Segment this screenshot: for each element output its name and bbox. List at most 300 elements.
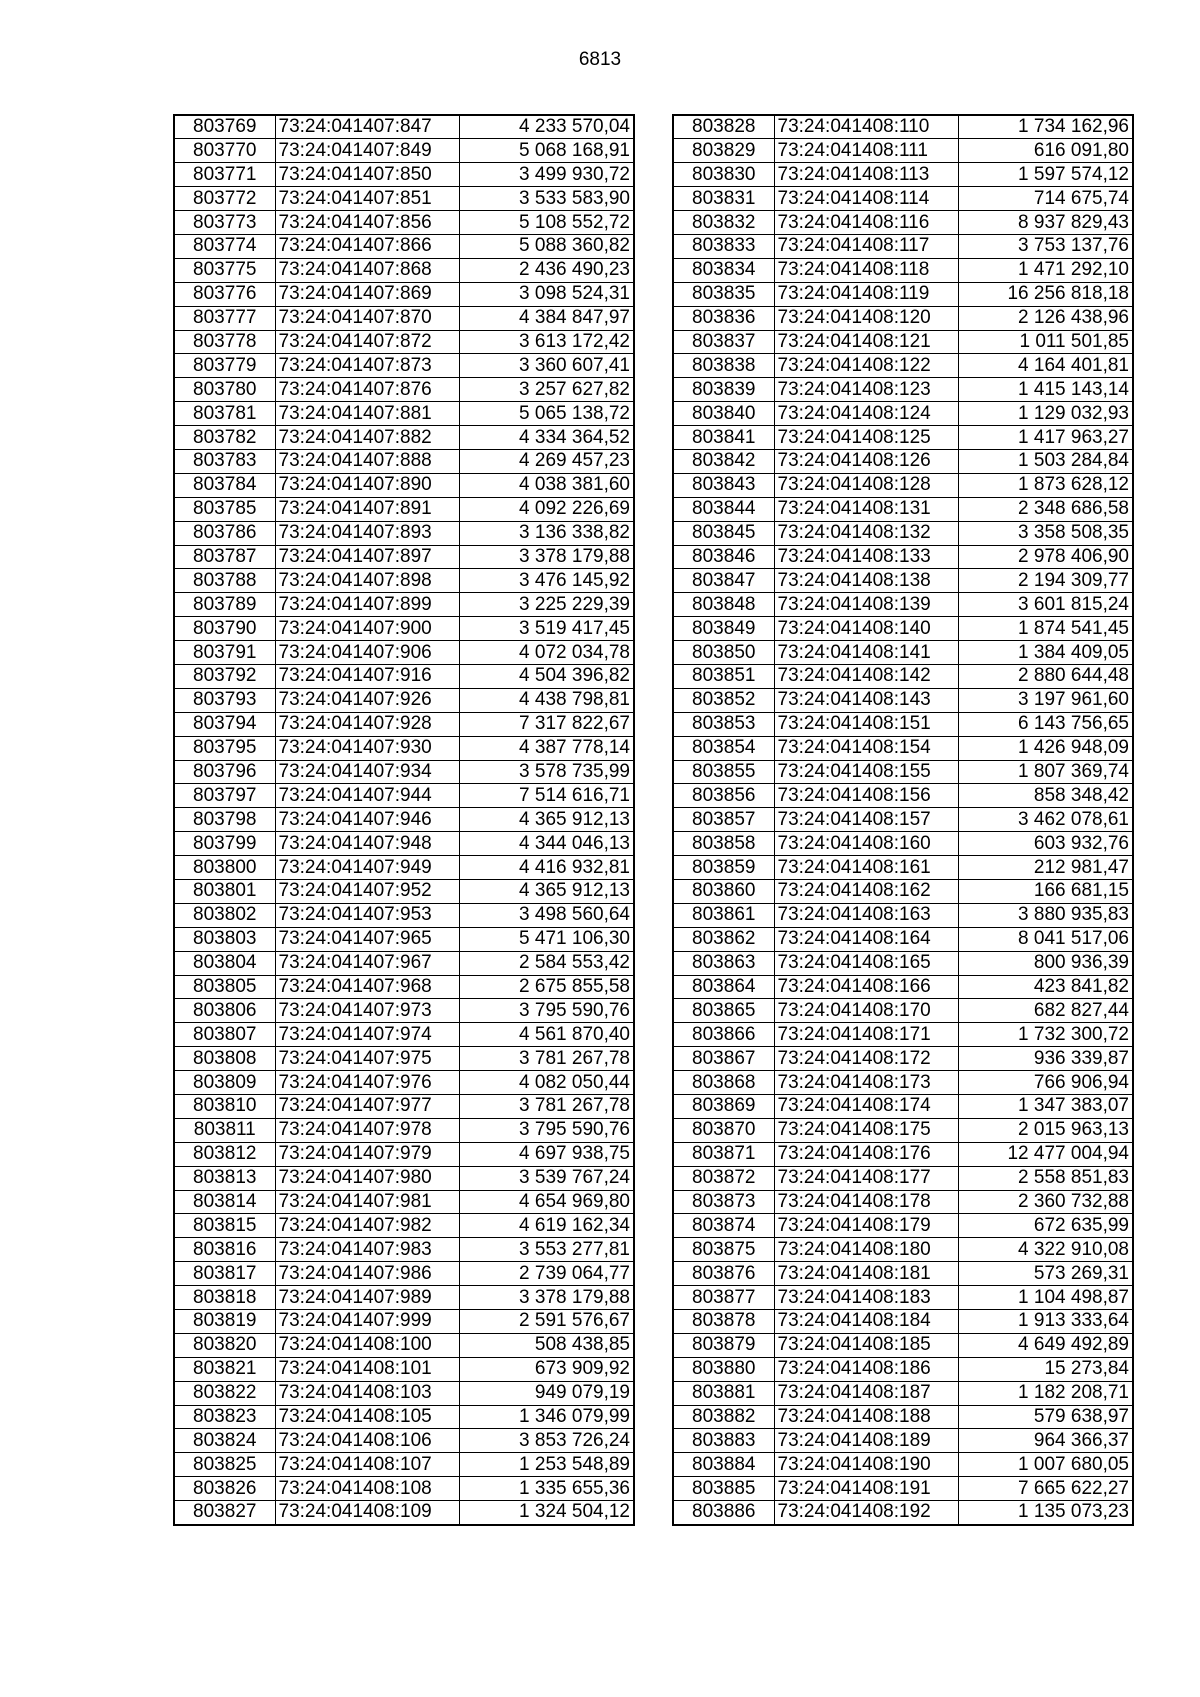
record-number-cell: 803886 — [673, 1501, 774, 1525]
table-row — [174, 1238, 634, 1262]
value-cell: 3 476 145,92 — [459, 569, 634, 593]
table-row — [673, 1501, 1133, 1525]
record-number-cell: 803876 — [673, 1262, 774, 1286]
cadastral-number-cell: 73:24:041408:105 — [275, 1405, 459, 1429]
value-cell: 1 426 948,09 — [958, 736, 1133, 760]
cadastral-number-cell: 73:24:041407:975 — [275, 1047, 459, 1071]
cadastral-number-cell: 73:24:041407:869 — [275, 282, 459, 306]
value-cell: 7 665 622,27 — [958, 1477, 1133, 1501]
cadastral-number-cell: 73:24:041408:106 — [275, 1429, 459, 1453]
value-cell: 4 504 396,82 — [459, 664, 634, 688]
value-cell: 4 416 932,81 — [459, 856, 634, 880]
value-cell: 1 253 548,89 — [459, 1453, 634, 1477]
record-number-cell: 803775 — [174, 258, 275, 282]
value-cell: 3 360 607,41 — [459, 354, 634, 378]
cadastral-number-cell: 73:24:041408:157 — [774, 808, 958, 832]
cadastral-number-cell: 73:24:041408:173 — [774, 1071, 958, 1095]
value-cell: 8 937 829,43 — [958, 211, 1133, 235]
value-cell: 1 347 383,07 — [958, 1095, 1133, 1119]
value-cell: 714 675,74 — [958, 187, 1133, 211]
record-number-cell: 803850 — [673, 641, 774, 665]
table-row — [174, 211, 634, 235]
cadastral-number-cell: 73:24:041408:154 — [774, 736, 958, 760]
record-number-cell: 803878 — [673, 1310, 774, 1334]
value-cell: 2 126 438,96 — [958, 306, 1133, 330]
record-number-cell: 803828 — [673, 115, 774, 139]
value-cell: 4 365 912,13 — [459, 880, 634, 904]
record-number-cell: 803839 — [673, 378, 774, 402]
value-cell: 1 732 300,72 — [958, 1023, 1133, 1047]
cadastral-number-cell: 73:24:041408:111 — [774, 139, 958, 163]
record-number-cell: 803791 — [174, 641, 275, 665]
record-number-cell: 803832 — [673, 211, 774, 235]
record-number-cell: 803797 — [174, 784, 275, 808]
value-cell: 3 378 179,88 — [459, 1286, 634, 1310]
cadastral-number-cell: 73:24:041408:174 — [774, 1095, 958, 1119]
table-row — [673, 1477, 1133, 1501]
value-cell: 2 978 406,90 — [958, 545, 1133, 569]
table-row — [174, 688, 634, 712]
value-cell: 3 613 172,42 — [459, 330, 634, 354]
table-row — [174, 736, 634, 760]
value-cell: 5 065 138,72 — [459, 402, 634, 426]
cadastral-number-cell: 73:24:041407:847 — [275, 115, 459, 139]
value-cell: 800 936,39 — [958, 951, 1133, 975]
table-row — [174, 975, 634, 999]
value-cell: 2 558 851,83 — [958, 1166, 1133, 1190]
value-cell: 2 880 644,48 — [958, 664, 1133, 688]
value-cell: 673 909,92 — [459, 1357, 634, 1381]
value-cell: 2 436 490,23 — [459, 258, 634, 282]
cadastral-number-cell: 73:24:041408:110 — [774, 115, 958, 139]
value-cell: 3 553 277,81 — [459, 1238, 634, 1262]
table-row — [673, 449, 1133, 473]
table-row — [673, 760, 1133, 784]
value-cell: 858 348,42 — [958, 784, 1133, 808]
value-cell: 1 417 963,27 — [958, 426, 1133, 450]
value-cell: 682 827,44 — [958, 999, 1133, 1023]
table-row — [174, 1381, 634, 1405]
table-row — [174, 1357, 634, 1381]
cadastral-number-cell: 73:24:041408:165 — [774, 951, 958, 975]
cadastral-number-cell: 73:24:041408:131 — [774, 497, 958, 521]
record-number-cell: 803814 — [174, 1190, 275, 1214]
cadastral-number-cell: 73:24:041407:881 — [275, 402, 459, 426]
value-cell: 3 499 930,72 — [459, 163, 634, 187]
record-number-cell: 803845 — [673, 521, 774, 545]
record-number-cell: 803849 — [673, 617, 774, 641]
cadastral-number-cell: 73:24:041407:952 — [275, 880, 459, 904]
record-number-cell: 803796 — [174, 760, 275, 784]
table-row — [673, 473, 1133, 497]
table-row — [174, 856, 634, 880]
value-cell: 4 384 847,97 — [459, 306, 634, 330]
record-number-cell: 803822 — [174, 1381, 275, 1405]
table-body-right — [673, 115, 1133, 1525]
cadastral-number-cell: 73:24:041408:179 — [774, 1214, 958, 1238]
record-number-cell: 803794 — [174, 712, 275, 736]
table-row — [174, 115, 634, 139]
table-row — [673, 903, 1133, 927]
table-row — [174, 545, 634, 569]
cadastral-number-cell: 73:24:041407:849 — [275, 139, 459, 163]
record-number-cell: 803789 — [174, 593, 275, 617]
value-cell: 3 257 627,82 — [459, 378, 634, 402]
cadastral-number-cell: 73:24:041408:139 — [774, 593, 958, 617]
value-cell: 1 335 655,36 — [459, 1477, 634, 1501]
record-number-cell: 803836 — [673, 306, 774, 330]
cadastral-number-cell: 73:24:041408:191 — [774, 1477, 958, 1501]
record-number-cell: 803779 — [174, 354, 275, 378]
record-number-cell: 803801 — [174, 880, 275, 904]
table-row — [673, 330, 1133, 354]
record-number-cell: 803818 — [174, 1286, 275, 1310]
record-number-cell: 803802 — [174, 903, 275, 927]
cadastral-number-cell: 73:24:041407:866 — [275, 234, 459, 258]
table-row — [673, 1095, 1133, 1119]
table-row — [673, 211, 1133, 235]
value-cell: 1 104 498,87 — [958, 1286, 1133, 1310]
value-cell: 4 334 364,52 — [459, 426, 634, 450]
table-row — [673, 1214, 1133, 1238]
record-number-cell: 803854 — [673, 736, 774, 760]
value-cell: 3 519 417,45 — [459, 617, 634, 641]
cadastral-number-cell: 73:24:041407:870 — [275, 306, 459, 330]
record-number-cell: 803860 — [673, 880, 774, 904]
value-cell: 3 225 229,39 — [459, 593, 634, 617]
cadastral-number-cell: 73:24:041408:125 — [774, 426, 958, 450]
cadastral-number-cell: 73:24:041407:872 — [275, 330, 459, 354]
record-number-cell: 803859 — [673, 856, 774, 880]
cadastral-number-cell: 73:24:041408:171 — [774, 1023, 958, 1047]
cadastral-number-cell: 73:24:041408:160 — [774, 832, 958, 856]
cadastral-number-cell: 73:24:041408:118 — [774, 258, 958, 282]
table-row — [673, 1142, 1133, 1166]
table-row — [174, 951, 634, 975]
record-number-cell: 803795 — [174, 736, 275, 760]
record-number-cell: 803821 — [174, 1357, 275, 1381]
data-table-right — [672, 114, 1134, 1526]
cadastral-number-cell: 73:24:041407:899 — [275, 593, 459, 617]
record-number-cell: 803793 — [174, 688, 275, 712]
cadastral-number-cell: 73:24:041407:856 — [275, 211, 459, 235]
cadastral-number-cell: 73:24:041407:989 — [275, 1286, 459, 1310]
cadastral-number-cell: 73:24:041408:116 — [774, 211, 958, 235]
record-number-cell: 803857 — [673, 808, 774, 832]
record-number-cell: 803867 — [673, 1047, 774, 1071]
table-row — [673, 1357, 1133, 1381]
table-row — [174, 402, 634, 426]
cadastral-number-cell: 73:24:041408:119 — [774, 282, 958, 306]
table-row — [673, 832, 1133, 856]
value-cell: 1 734 162,96 — [958, 115, 1133, 139]
record-number-cell: 803874 — [673, 1214, 774, 1238]
table-row — [174, 258, 634, 282]
table-row — [174, 163, 634, 187]
record-number-cell: 803861 — [673, 903, 774, 927]
value-cell: 423 841,82 — [958, 975, 1133, 999]
value-cell: 4 322 910,08 — [958, 1238, 1133, 1262]
table-row — [673, 736, 1133, 760]
record-number-cell: 803771 — [174, 163, 275, 187]
cadastral-number-cell: 73:24:041408:176 — [774, 1142, 958, 1166]
cadastral-number-cell: 73:24:041408:122 — [774, 354, 958, 378]
cadastral-number-cell: 73:24:041408:180 — [774, 1238, 958, 1262]
table-row — [174, 832, 634, 856]
table-row — [174, 521, 634, 545]
table-row — [673, 880, 1133, 904]
table-row — [673, 951, 1133, 975]
table-row — [174, 712, 634, 736]
value-cell: 3 098 524,31 — [459, 282, 634, 306]
cadastral-number-cell: 73:24:041407:946 — [275, 808, 459, 832]
record-number-cell: 803772 — [174, 187, 275, 211]
cadastral-number-cell: 73:24:041408:163 — [774, 903, 958, 927]
table-row — [174, 473, 634, 497]
value-cell: 2 348 686,58 — [958, 497, 1133, 521]
value-cell: 2 739 064,77 — [459, 1262, 634, 1286]
table-row — [174, 426, 634, 450]
record-number-cell: 803883 — [673, 1429, 774, 1453]
record-number-cell: 803804 — [174, 951, 275, 975]
record-number-cell: 803781 — [174, 402, 275, 426]
record-number-cell: 803856 — [673, 784, 774, 808]
record-number-cell: 803790 — [174, 617, 275, 641]
record-number-cell: 803838 — [673, 354, 774, 378]
table-row — [673, 282, 1133, 306]
cadastral-number-cell: 73:24:041407:868 — [275, 258, 459, 282]
record-number-cell: 803884 — [673, 1453, 774, 1477]
table-row — [174, 1429, 634, 1453]
value-cell: 1 346 079,99 — [459, 1405, 634, 1429]
record-number-cell: 803866 — [673, 1023, 774, 1047]
table-row — [673, 1286, 1133, 1310]
cadastral-number-cell: 73:24:041407:900 — [275, 617, 459, 641]
record-number-cell: 803846 — [673, 545, 774, 569]
value-cell: 3 136 338,82 — [459, 521, 634, 545]
record-number-cell: 803778 — [174, 330, 275, 354]
table-row — [673, 402, 1133, 426]
record-number-cell: 803827 — [174, 1501, 275, 1525]
record-number-cell: 803848 — [673, 593, 774, 617]
value-cell: 3 753 137,76 — [958, 234, 1133, 258]
cadastral-number-cell: 73:24:041408:162 — [774, 880, 958, 904]
table-row — [174, 1071, 634, 1095]
table-row — [673, 664, 1133, 688]
record-number-cell: 803882 — [673, 1405, 774, 1429]
record-number-cell: 803872 — [673, 1166, 774, 1190]
record-number-cell: 803812 — [174, 1142, 275, 1166]
cadastral-number-cell: 73:24:041408:113 — [774, 163, 958, 187]
table-row — [174, 903, 634, 927]
record-number-cell: 803824 — [174, 1429, 275, 1453]
page-number: 6813 — [578, 49, 622, 70]
value-cell: 3 601 815,24 — [958, 593, 1133, 617]
value-cell: 4 092 226,69 — [459, 497, 634, 521]
table-row — [673, 1429, 1133, 1453]
record-number-cell: 803835 — [673, 282, 774, 306]
record-number-cell: 803777 — [174, 306, 275, 330]
record-number-cell: 803823 — [174, 1405, 275, 1429]
value-cell: 4 387 778,14 — [459, 736, 634, 760]
cadastral-number-cell: 73:24:041407:934 — [275, 760, 459, 784]
value-cell: 1 182 208,71 — [958, 1381, 1133, 1405]
value-cell: 212 981,47 — [958, 856, 1133, 880]
value-cell: 3 795 590,76 — [459, 1118, 634, 1142]
table-row — [174, 1405, 634, 1429]
table-row — [673, 378, 1133, 402]
value-cell: 1 384 409,05 — [958, 641, 1133, 665]
cadastral-number-cell: 73:24:041407:948 — [275, 832, 459, 856]
value-cell: 6 143 756,65 — [958, 712, 1133, 736]
cadastral-number-cell: 73:24:041408:151 — [774, 712, 958, 736]
table-row — [673, 1262, 1133, 1286]
table-row — [174, 1118, 634, 1142]
cadastral-number-cell: 73:24:041407:979 — [275, 1142, 459, 1166]
value-cell: 3 378 179,88 — [459, 545, 634, 569]
value-cell: 4 561 870,40 — [459, 1023, 634, 1047]
cadastral-number-cell: 73:24:041408:133 — [774, 545, 958, 569]
record-number-cell: 803881 — [673, 1381, 774, 1405]
cadastral-number-cell: 73:24:041407:949 — [275, 856, 459, 880]
value-cell: 1 129 032,93 — [958, 402, 1133, 426]
table-row — [673, 306, 1133, 330]
table-row — [174, 593, 634, 617]
table-row — [673, 1238, 1133, 1262]
value-cell: 4 233 570,04 — [459, 115, 634, 139]
value-cell: 4 649 492,89 — [958, 1333, 1133, 1357]
value-cell: 15 273,84 — [958, 1357, 1133, 1381]
table-row — [174, 1310, 634, 1334]
cadastral-number-cell: 73:24:041407:974 — [275, 1023, 459, 1047]
record-number-cell: 803786 — [174, 521, 275, 545]
value-cell: 7 317 822,67 — [459, 712, 634, 736]
record-number-cell: 803853 — [673, 712, 774, 736]
value-cell: 4 697 938,75 — [459, 1142, 634, 1166]
cadastral-number-cell: 73:24:041407:978 — [275, 1118, 459, 1142]
value-cell: 166 681,15 — [958, 880, 1133, 904]
record-number-cell: 803784 — [174, 473, 275, 497]
cadastral-number-cell: 73:24:041407:926 — [275, 688, 459, 712]
table-row — [673, 927, 1133, 951]
record-number-cell: 803809 — [174, 1071, 275, 1095]
record-number-cell: 803864 — [673, 975, 774, 999]
table-row — [174, 282, 634, 306]
record-number-cell: 803880 — [673, 1357, 774, 1381]
table-row — [174, 1166, 634, 1190]
value-cell: 1 873 628,12 — [958, 473, 1133, 497]
table-row — [673, 856, 1133, 880]
cadastral-number-cell: 73:24:041408:100 — [275, 1333, 459, 1357]
value-cell: 3 533 583,90 — [459, 187, 634, 211]
record-number-cell: 803825 — [174, 1453, 275, 1477]
cadastral-number-cell: 73:24:041407:976 — [275, 1071, 459, 1095]
value-cell: 3 498 560,64 — [459, 903, 634, 927]
value-cell: 3 781 267,78 — [459, 1095, 634, 1119]
table-row — [174, 330, 634, 354]
record-number-cell: 803875 — [673, 1238, 774, 1262]
value-cell: 3 781 267,78 — [459, 1047, 634, 1071]
table-row — [174, 187, 634, 211]
value-cell: 2 194 309,77 — [958, 569, 1133, 593]
record-number-cell: 803831 — [673, 187, 774, 211]
table-row — [673, 641, 1133, 665]
cadastral-number-cell: 73:24:041407:953 — [275, 903, 459, 927]
cadastral-number-cell: 73:24:041408:177 — [774, 1166, 958, 1190]
record-number-cell: 803792 — [174, 664, 275, 688]
table-row — [673, 1166, 1133, 1190]
table-row — [174, 1262, 634, 1286]
cadastral-number-cell: 73:24:041407:888 — [275, 449, 459, 473]
record-number-cell: 803785 — [174, 497, 275, 521]
value-cell: 16 256 818,18 — [958, 282, 1133, 306]
record-number-cell: 803865 — [673, 999, 774, 1023]
record-number-cell: 803826 — [174, 1477, 275, 1501]
value-cell: 3 578 735,99 — [459, 760, 634, 784]
table-row — [673, 521, 1133, 545]
value-cell: 936 339,87 — [958, 1047, 1133, 1071]
table-row — [174, 999, 634, 1023]
table-row — [174, 1142, 634, 1166]
table-row — [673, 569, 1133, 593]
table-row — [673, 426, 1133, 450]
record-number-cell: 803820 — [174, 1333, 275, 1357]
value-cell: 4 072 034,78 — [459, 641, 634, 665]
table-row — [174, 497, 634, 521]
cadastral-number-cell: 73:24:041407:893 — [275, 521, 459, 545]
cadastral-number-cell: 73:24:041408:103 — [275, 1381, 459, 1405]
table-row — [174, 1047, 634, 1071]
value-cell: 2 591 576,67 — [459, 1310, 634, 1334]
table-row — [174, 1286, 634, 1310]
table-row — [673, 1023, 1133, 1047]
record-number-cell: 803787 — [174, 545, 275, 569]
cadastral-number-cell: 73:24:041408:128 — [774, 473, 958, 497]
table-row — [174, 1501, 634, 1525]
record-number-cell: 803833 — [673, 234, 774, 258]
table-row — [673, 1453, 1133, 1477]
record-number-cell: 803783 — [174, 449, 275, 473]
value-cell: 579 638,97 — [958, 1405, 1133, 1429]
value-cell: 3 853 726,24 — [459, 1429, 634, 1453]
value-cell: 1 874 541,45 — [958, 617, 1133, 641]
cadastral-number-cell: 73:24:041408:164 — [774, 927, 958, 951]
cadastral-number-cell: 73:24:041408:109 — [275, 1501, 459, 1525]
table-row — [174, 760, 634, 784]
record-number-cell: 803798 — [174, 808, 275, 832]
cadastral-number-cell: 73:24:041408:188 — [774, 1405, 958, 1429]
table-row — [174, 617, 634, 641]
cadastral-number-cell: 73:24:041408:138 — [774, 569, 958, 593]
table-row — [174, 449, 634, 473]
value-cell: 1 471 292,10 — [958, 258, 1133, 282]
cadastral-number-cell: 73:24:041407:980 — [275, 1166, 459, 1190]
table-row — [673, 354, 1133, 378]
value-cell: 4 269 457,23 — [459, 449, 634, 473]
cadastral-number-cell: 73:24:041407:873 — [275, 354, 459, 378]
value-cell: 4 619 162,34 — [459, 1214, 634, 1238]
cadastral-number-cell: 73:24:041408:187 — [774, 1381, 958, 1405]
value-cell: 603 932,76 — [958, 832, 1133, 856]
table-row — [673, 784, 1133, 808]
value-cell: 5 088 360,82 — [459, 234, 634, 258]
record-number-cell: 803829 — [673, 139, 774, 163]
table-body-left — [174, 115, 634, 1525]
value-cell: 672 635,99 — [958, 1214, 1133, 1238]
cadastral-number-cell: 73:24:041407:891 — [275, 497, 459, 521]
cadastral-number-cell: 73:24:041407:965 — [275, 927, 459, 951]
cadastral-number-cell: 73:24:041408:101 — [275, 1357, 459, 1381]
